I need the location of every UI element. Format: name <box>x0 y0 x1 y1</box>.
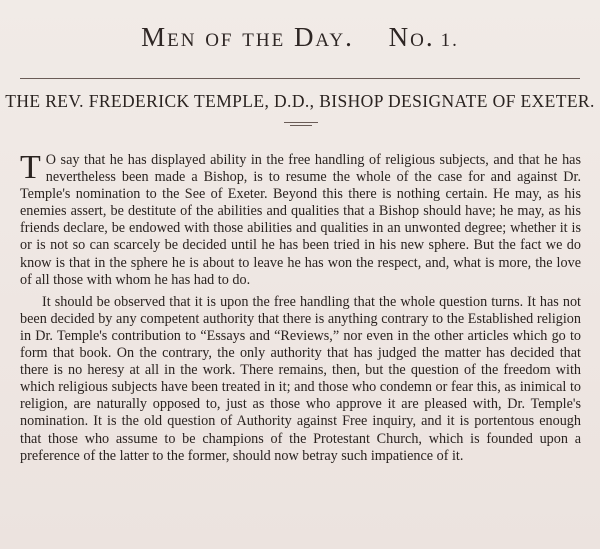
masthead-title: Men of the <box>141 22 286 52</box>
masthead-title-day: Day. <box>293 22 354 52</box>
ornament-divider <box>284 122 318 128</box>
header-rule <box>20 78 580 79</box>
article-body <box>20 149 581 470</box>
article-heading: THE REV. FREDERICK TEMPLE, D.D., BISHOP DESIGNATE OF EXETER. <box>5 91 595 111</box>
drop-cap: T <box>20 149 41 186</box>
masthead-number-label: No. <box>388 22 435 52</box>
masthead-number: 1. <box>440 30 459 51</box>
paragraph-1 <box>20 149 581 289</box>
paragraph-2: It should be observed that it is upon the free handling that the whole question turns. It has not been decided by any competent authority that there is anything contrary to the Established religion in Dr. Temple's contribution to “Essays and “Reviews,” nor even in the other articles which go to form that book. On the contrary, the only authority that has judged the matter has decided that there is no heresy at all in the work. There remains, then, but the question of the freedom with which religious subjects have been treated in it; and those who condemn or fear this, as inimical to religion, are naturally opposed to, just as those who approve it are pleased with, Dr. Temple's nomination. It is the old question of Authority against Free inquiry, and it is portentous enough that those who assume to be champions of the Protestant Church, which is founded upon a preference of the latter to the former, should now betray such impatience of it. <box>20 293 581 464</box>
paragraph-1-text: O say that he has displayed ability in the free handling of religious subjects, and that he has nevertheless been made a Bishop, is to resume the whole of the case for and against Dr. Temple's nomination to the See of Exeter. Beyond this there is nothing certain. He may, as his enemies assert, be destitute of the abilities and qualities that a Bishop should have; he may, as his friends declare, be endowed with those abilities and qualities in an unwonted degree; whether it is or is not so can scarcely be decided until he has been tried in his new sphere. But the fact we do know is that in the sphere he is about to leave he has won the respect, and, what is more, the love of all those with whom he has had to do. <box>20 152 581 288</box>
masthead <box>0 22 600 53</box>
